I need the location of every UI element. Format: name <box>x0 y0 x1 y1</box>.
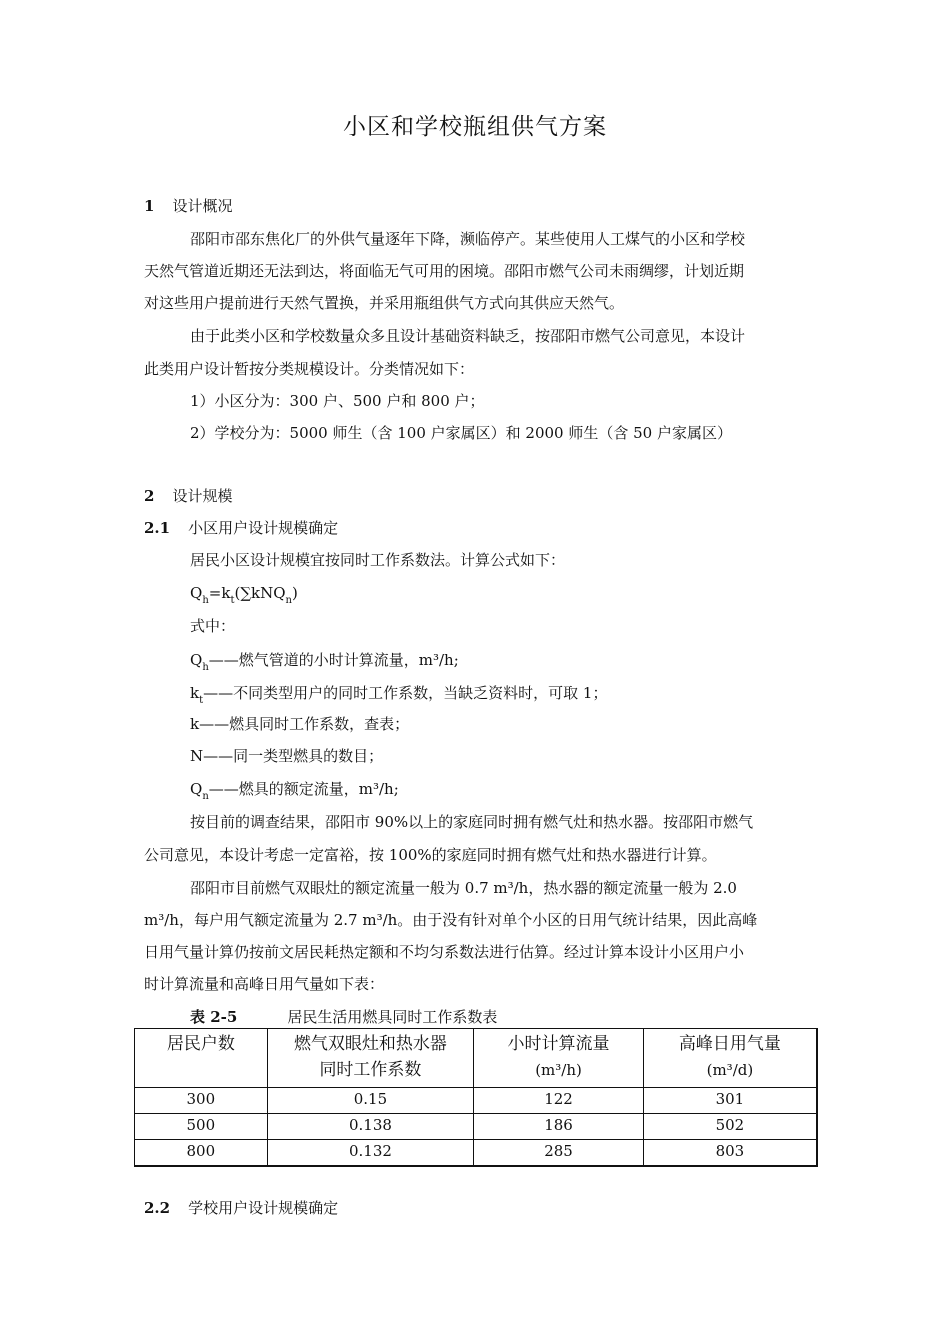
table-header-row <box>135 1029 818 1088</box>
paragraph-line: 邵阳市邵东焦化厂的外供气量逐年下降，濒临停产。某些使用人工煤气的小区和学校 <box>190 230 746 248</box>
definition-k: k——燃具同时工作系数，查表； <box>190 715 410 733</box>
section-2-2-heading <box>144 1198 338 1218</box>
table-cell: 803 <box>643 1140 817 1167</box>
paragraph-line: 公司意见，本设计考虑一定富裕，按 100%的家庭同时拥有燃气灶和热水器进行计算。 <box>144 846 717 864</box>
paragraph-line: 时计算流量和高峰日用气量如下表： <box>144 975 385 993</box>
definition-kt: $k_t——$不同类型用户的同时工作系数，当缺乏资料时，可取 1； <box>190 684 608 706</box>
table-cell: 500 <box>135 1114 268 1140</box>
section-number: 2.2 <box>144 1199 171 1217</box>
section-2-heading <box>144 486 232 506</box>
usage-table <box>134 1028 818 1167</box>
header-peak-daily: 高峰日用气量 (m³/d) <box>643 1029 817 1088</box>
document-title: 小区和学校瓶组供气方案 <box>343 114 607 140</box>
list-item: 2）学校分为：5000 师生（含 100 户家属区）和 2000 师生（含 50 户家属区） <box>190 424 732 442</box>
definition-n: N——同一类型燃具的数目； <box>190 747 384 765</box>
table-cell: 800 <box>135 1140 268 1167</box>
table-cell: 186 <box>474 1114 644 1140</box>
table-cell: 0.132 <box>267 1140 474 1167</box>
paragraph-line: 由于此类小区和学校数量众多且设计基础资料缺乏，按邵阳市燃气公司意见，本设计 <box>190 327 746 345</box>
section-title: 设计概况 <box>172 197 233 215</box>
where-label: 式中： <box>190 617 236 635</box>
header-coefficient: 燃气双眼灶和热水器 同时工作系数 <box>267 1029 474 1088</box>
list-item: 1）小区分为：300 户、500 户和 800 户； <box>190 392 485 410</box>
table-cell: 300 <box>135 1088 268 1114</box>
section-1-heading <box>144 196 232 216</box>
section-2-1-heading <box>144 518 338 538</box>
section-number: 2 <box>144 487 155 505</box>
definition-qh: $Q_h——$燃气管道的小时计算流量，m³/h; <box>190 651 459 673</box>
table-label: 表 2-5 <box>190 1008 238 1026</box>
definition-qn: $Q_n——$燃具的额定流量，m³/h; <box>190 780 399 802</box>
section-title: 小区用户设计规模确定 <box>188 519 339 537</box>
paragraph-line: 邵阳市目前燃气双眼灶的额定流量一般为 0.7 m³/h，热水器的额定流量一般为 2.0 <box>190 879 737 897</box>
formula-intro: 居民小区设计规模宜按同时工作系数法。计算公式如下： <box>190 551 566 569</box>
section-number: 1 <box>144 197 155 215</box>
table-cell: 0.138 <box>267 1114 474 1140</box>
table-row <box>135 1140 818 1167</box>
paragraph-line: 对这些用户提前进行天然气置换，并采用瓶组供气方式向其供应天然气。 <box>144 294 625 312</box>
table-caption-text: 居民生活用燃具同时工作系数表 <box>287 1008 498 1026</box>
formula: $Q_h=k_t(\sum kNQ_n)$ <box>190 584 298 606</box>
table-caption <box>190 1006 497 1027</box>
table-cell: 122 <box>474 1088 644 1114</box>
section-title: 学校用户设计规模确定 <box>188 1199 339 1217</box>
table-cell: 301 <box>643 1088 817 1114</box>
paragraph-line: 此类用户设计暂按分类规模设计。分类情况如下： <box>144 360 475 378</box>
paragraph-line: m³/h，每户用气额定流量为 2.7 m³/h。由于没有针对单个小区的日用气统计结果，因此高峰 <box>144 911 758 929</box>
paragraph-line: 天然气管道近期还无法到达，将面临无气可用的困境。邵阳市燃气公司未雨绸缪，计划近期 <box>144 262 745 280</box>
table-cell: 502 <box>643 1114 817 1140</box>
paragraph-line: 按目前的调查结果，邵阳市 90%以上的家庭同时拥有燃气灶和热水器。按邵阳市燃气 <box>190 813 754 831</box>
table-row <box>135 1088 818 1114</box>
table-cell: 0.15 <box>267 1088 474 1114</box>
table-row <box>135 1114 818 1140</box>
section-number: 2.1 <box>144 519 171 537</box>
section-title: 设计规模 <box>172 487 233 505</box>
table-cell: 285 <box>474 1140 644 1167</box>
paragraph-line: 日用气量计算仍按前文居民耗热定额和不均匀系数法进行估算。经过计算本设计小区用户小 <box>144 943 745 961</box>
header-hourly-flow: 小时计算流量 (m³/h) <box>474 1029 644 1088</box>
header-households: 居民户数 <box>135 1029 268 1088</box>
